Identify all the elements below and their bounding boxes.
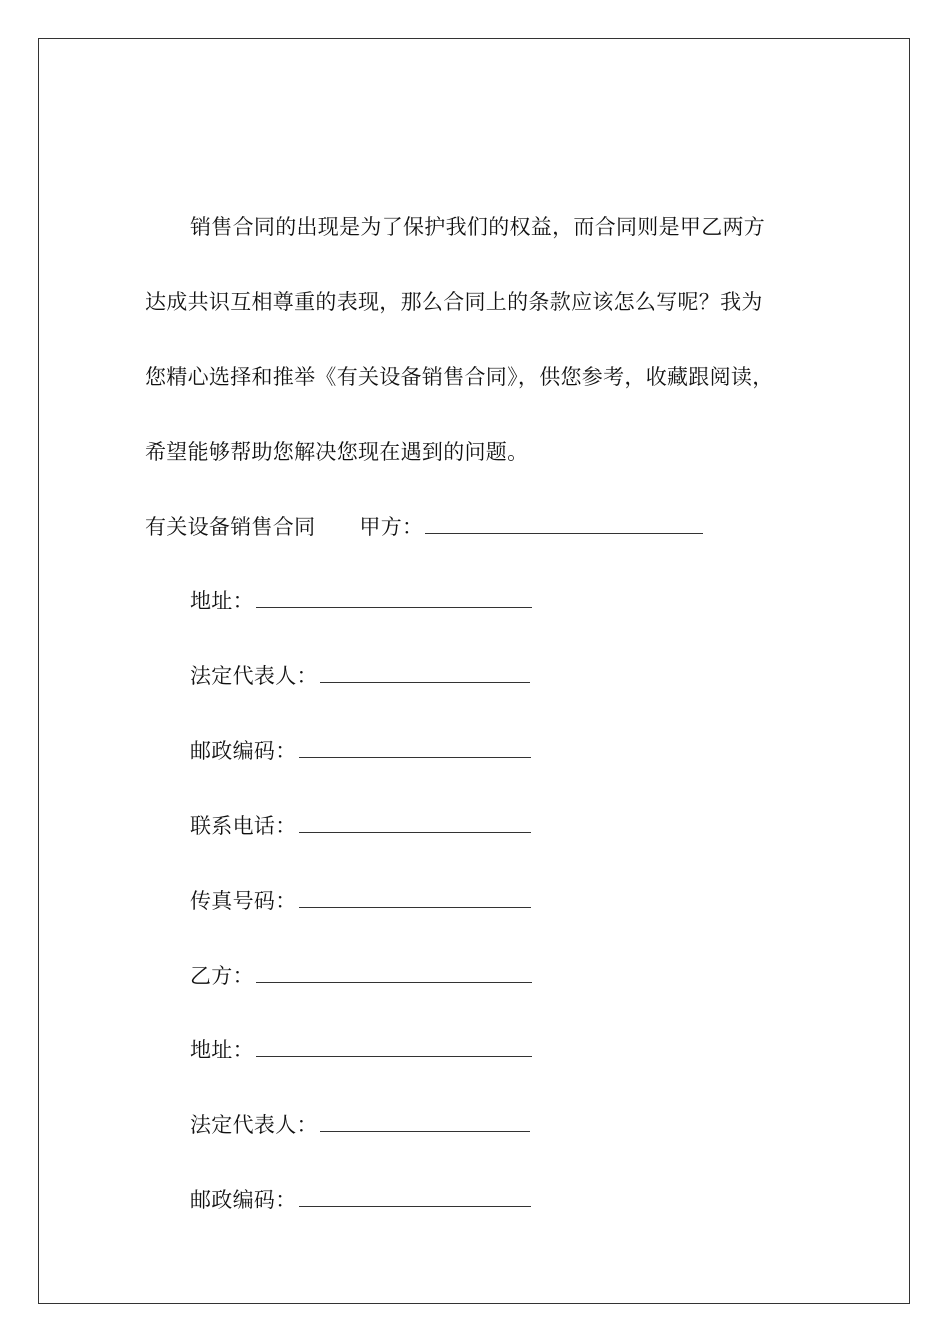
party-a-label: 甲方： <box>359 515 424 539</box>
intro-paragraph-line-4: 希望能够帮助您解决您现在遇到的问题。 <box>145 440 529 464</box>
party-b-address-label: 地址： <box>190 1038 254 1062</box>
intro-paragraph-line-2: 达成共识互相尊重的表现，那么合同上的条款应该怎么写呢？我为 <box>145 290 763 314</box>
party-b-legal-rep-row <box>190 1111 530 1139</box>
party-a-address-row <box>190 587 532 615</box>
party-a-phone-blank[interactable] <box>299 814 531 833</box>
party-a-address-label: 地址： <box>190 589 254 613</box>
party-a-legal-rep-label: 法定代表人： <box>190 664 318 688</box>
party-a-fax-row <box>190 887 531 915</box>
party-b-legal-rep-blank[interactable] <box>320 1113 530 1132</box>
party-b-address-row <box>190 1036 532 1064</box>
party-a-legal-rep-blank[interactable] <box>320 664 530 683</box>
party-a-legal-rep-row <box>190 662 530 690</box>
party-a-address-blank[interactable] <box>256 589 532 608</box>
party-a-blank[interactable] <box>425 515 703 534</box>
party-b-label: 乙方： <box>190 964 254 988</box>
party-a-postal-code-row <box>190 737 531 765</box>
party-a-fax-label: 传真号码： <box>190 889 297 913</box>
party-b-postal-code-row <box>190 1186 531 1214</box>
party-a-phone-row <box>190 812 531 840</box>
party-a-postal-code-label: 邮政编码： <box>190 739 297 763</box>
contract-title: 有关设备销售合同 <box>145 515 316 539</box>
intro-paragraph-line-1: 销售合同的出现是为了保护我们的权益，而合同则是甲乙两方 <box>190 215 766 239</box>
party-b-legal-rep-label: 法定代表人： <box>190 1113 318 1137</box>
contract-title-row <box>145 513 703 541</box>
document-page <box>38 38 910 1304</box>
party-a-phone-label: 联系电话： <box>190 814 297 838</box>
party-b-blank[interactable] <box>256 964 532 983</box>
party-b-row <box>190 962 532 990</box>
party-b-address-blank[interactable] <box>256 1038 532 1057</box>
party-a-fax-blank[interactable] <box>299 889 531 908</box>
party-b-postal-code-label: 邮政编码： <box>190 1188 297 1212</box>
party-a-postal-code-blank[interactable] <box>299 739 531 758</box>
intro-paragraph-line-3: 您精心选择和推举《有关设备销售合同》，供您参考，收藏跟阅读， <box>145 365 774 389</box>
party-b-postal-code-blank[interactable] <box>299 1188 531 1207</box>
